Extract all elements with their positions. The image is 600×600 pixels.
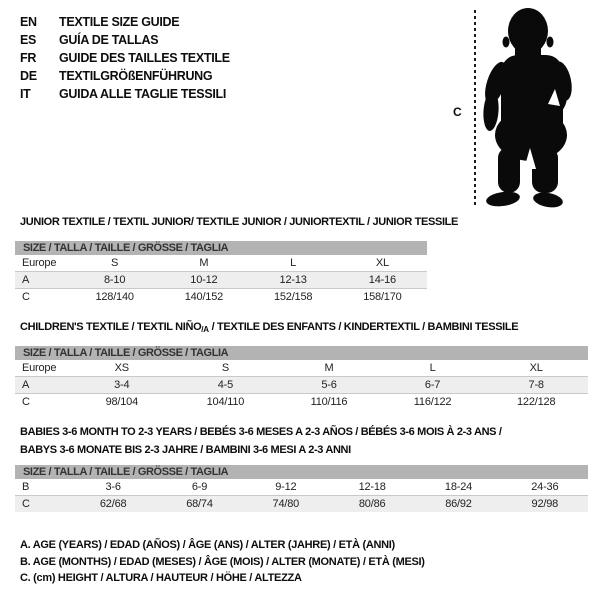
row-label: A [22,273,30,286]
table-cell: 18-24 [444,480,473,493]
table-cell: 80/86 [358,497,386,510]
language-code: EN [20,15,37,29]
babies-table-title [20,423,502,459]
language-label: GUIDE DES TAILLES TEXTILE [59,51,230,65]
junior-table-title: JUNIOR TEXTILE / TEXTIL JUNIOR/ TEXTILE JUNIOR / JUNIORTEXTIL / JUNIOR TESSILE [20,216,459,228]
language-label: TEXTILE SIZE GUIDE [59,15,180,29]
table-cell: 6-7 [424,378,441,391]
footnote-legend [20,537,425,587]
children-table-title [20,321,518,334]
language-row-it [20,85,230,103]
table-cell: 3-4 [114,378,130,391]
table-cell: 24-36 [531,480,559,493]
footnote-a: A. AGE (YEARS) / EDAD (AÑOS) / ÂGE (ANS) / ALTER (JAHRE) / ETÀ (ANNI) [20,539,395,551]
height-measure-label: C [453,105,462,119]
table-row-height [15,496,588,513]
table-cell: L [429,361,436,374]
table-cell: 86/92 [445,497,472,510]
table-cell: 6-9 [191,480,208,493]
table-cell: 7-8 [528,378,544,391]
size-header-bar [15,346,588,360]
table-cell: 12-18 [358,480,386,493]
language-label: TEXTILGRÖßENFÜHRUNG [59,69,213,83]
table-cell: 92/98 [531,497,559,510]
children-size-table [15,346,588,410]
junior-size-table [15,241,427,305]
height-measure-dashed-line [474,10,476,207]
size-header-label: SIZE / TALLA / TAILLE / GRÖSSE / TAGLIA [15,346,588,360]
toddler-silhouette-icon [478,5,596,213]
table-cell: 74/80 [272,497,300,510]
language-code: ES [20,33,37,47]
table-cell: 12-13 [279,273,307,286]
table-cell: M [199,256,209,269]
language-code: FR [20,51,37,65]
table-cell: 128/140 [95,290,134,303]
table-cell: 8-10 [104,273,126,286]
size-header-label: SIZE / TALLA / TAILLE / GRÖSSE / TAGLIA [15,465,588,479]
babies-title-line1: BABIES 3-6 MONTH TO 2-3 YEARS / BEBÉS 3-6 MESES A 2-3 AÑOS / BÉBÉS 3-6 MOIS À 2-3 ANS / [20,426,502,438]
language-row-es [20,31,230,49]
row-label: B [22,480,30,493]
table-cell: 62/68 [99,497,127,510]
table-cell: 5-6 [321,378,337,391]
table-cell: 10-12 [190,273,218,286]
language-label: GUIDA ALLE TAGLIE TESSILI [59,87,227,101]
table-cell: 152/158 [273,290,313,303]
row-label: C [22,290,30,303]
table-cell: 110/116 [310,395,348,408]
table-row-europe [15,255,427,272]
language-code: DE [20,69,37,83]
language-label: GUÍA DE TALLAS [59,33,159,47]
table-cell: 104/110 [206,395,245,408]
table-row-height [15,289,427,306]
language-row-fr [20,49,230,67]
table-cell: 116/122 [413,395,452,408]
table-cell: 9-12 [275,480,297,493]
language-list [20,13,230,103]
table-cell: 98/104 [105,395,139,408]
table-cell: 3-6 [105,480,121,493]
size-header-bar [15,465,588,479]
language-row-en [20,13,230,31]
babies-size-table [15,465,588,512]
row-label: Europe [22,361,57,374]
children-title-subscript: /A [201,325,209,334]
footnote-b: B. AGE (MONTHS) / EDAD (MESES) / ÂGE (MOIS) / ALTER (MONATE) / ETÀ (MESI) [20,555,425,568]
row-label: A [22,378,30,391]
children-title-pre: CHILDREN'S TEXTILE / TEXTIL NIÑO [20,321,202,333]
table-cell: XL [375,256,389,269]
table-cell: 122/128 [517,395,556,408]
size-header-label: SIZE / TALLA / TAILLE / GRÖSSE / TAGLIA [15,241,427,255]
table-cell: 4-5 [217,378,234,391]
table-cell: S [221,361,229,374]
language-code: IT [20,87,31,101]
table-row-age [15,272,427,289]
table-row-height [15,394,588,411]
table-row-age [15,377,588,394]
table-cell: 68/74 [186,497,213,510]
row-label: Europe [22,256,57,269]
babies-title-line2: BABYS 3-6 MONATE BIS 2-3 JAHRE / BAMBINI 3-6 MESI A 2-3 ANNI [20,444,351,456]
size-header-bar [15,241,427,255]
table-cell: 14-16 [368,273,396,286]
table-cell: 140/152 [184,290,224,303]
table-row-europe [15,360,588,377]
table-cell: S [111,256,119,269]
row-label: C [22,395,30,408]
children-title-post: / TEXTILE DES ENFANTS / KINDERTEXTIL / BAMBINI TESSILE [208,321,519,333]
table-row-age-months [15,479,588,496]
language-row-de [20,67,230,85]
table-cell: L [290,256,297,269]
table-cell: 158/170 [363,290,402,303]
table-cell: M [324,361,334,374]
table-cell: XL [529,361,543,374]
row-label: C [22,497,30,510]
footnote-c: C. (cm) HEIGHT / ALTURA / HAUTEUR / HÖHE / ALTEZZA [20,572,302,584]
table-cell: XS [114,361,129,374]
